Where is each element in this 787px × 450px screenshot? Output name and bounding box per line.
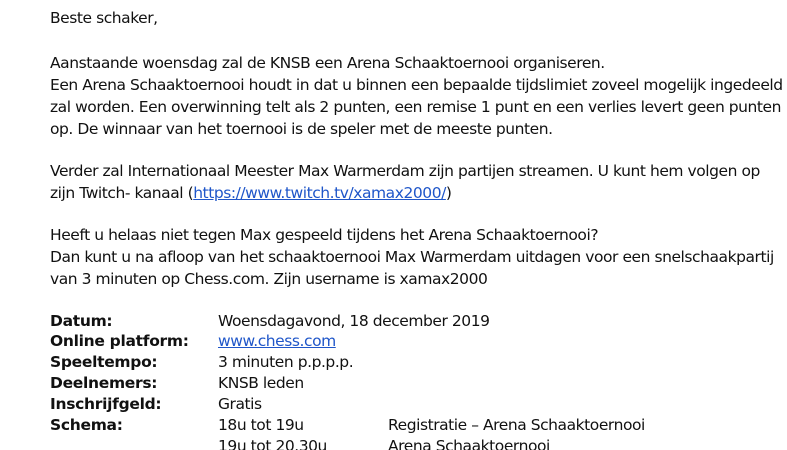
- deelnemers-value: KNSB leden: [218, 374, 304, 392]
- paragraph-2-line-2: [50, 182, 451, 204]
- paragraph-3-line-2: Dan kunt u na afloop van het schaaktoernooi Max Warmerdam uitdagen voor een snelschaakpartij: [50, 248, 774, 266]
- speeltempo-label: Speeltempo:: [50, 353, 158, 371]
- inschrijfgeld-label: Inschrijfgeld:: [50, 395, 162, 413]
- deelnemers-label: Deelnemers:: [50, 374, 158, 392]
- twitch-intro-text: zijn Twitch- kanaal (: [50, 184, 194, 202]
- paragraph-3-line-1: Heeft u helaas niet tegen Max gespeeld tijdens het Arena Schaaktoernooi?: [50, 226, 599, 244]
- paragraph-1-line-2: Een Arena Schaaktoernooi houdt in dat u binnen een bepaalde tijdslimiet zoveel mogelijk ingedeeld: [50, 76, 783, 94]
- inschrijfgeld-value: Gratis: [218, 395, 262, 413]
- paragraph-1-line-1: Aanstaande woensdag zal de KNSB een Arena Schaaktoernooi organiseren.: [50, 54, 605, 72]
- schema-event-1: Registratie – Arena Schaaktoernooi: [388, 416, 645, 434]
- twitch-link[interactable]: https://www.twitch.tv/xamax2000/: [193, 184, 446, 202]
- platform-label: Online platform:: [50, 332, 189, 350]
- schema-time-1: 18u tot 19u: [218, 416, 304, 434]
- paragraph-2-line-1: Verder zal Internationaal Meester Max Warmerdam zijn partijen streamen. U kunt hem volgen op: [50, 162, 760, 180]
- speeltempo-value: 3 minuten p.p.p.p.: [218, 353, 354, 371]
- platform-link[interactable]: www.chess.com: [218, 332, 336, 350]
- datum-label: Datum:: [50, 312, 113, 330]
- datum-value: Woensdagavond, 18 december 2019: [218, 312, 490, 330]
- greeting: Beste schaker,: [50, 9, 158, 27]
- schema-time-2: 19u tot 20.30u: [218, 437, 327, 450]
- twitch-closing-paren: ): [445, 184, 452, 202]
- schema-event-2: Arena Schaaktoernooi: [388, 437, 550, 450]
- paragraph-1-line-3: zal worden. Een overwinning telt als 2 punten, een remise 1 punt en een verlies levert geen punten: [50, 98, 782, 116]
- paragraph-1-line-4: op. De winnaar van het toernooi is de speler met de meeste punten.: [50, 120, 553, 138]
- schema-label: Schema:: [50, 416, 123, 434]
- paragraph-3-line-3: van 3 minuten op Chess.com. Zijn username is xamax2000: [50, 270, 488, 288]
